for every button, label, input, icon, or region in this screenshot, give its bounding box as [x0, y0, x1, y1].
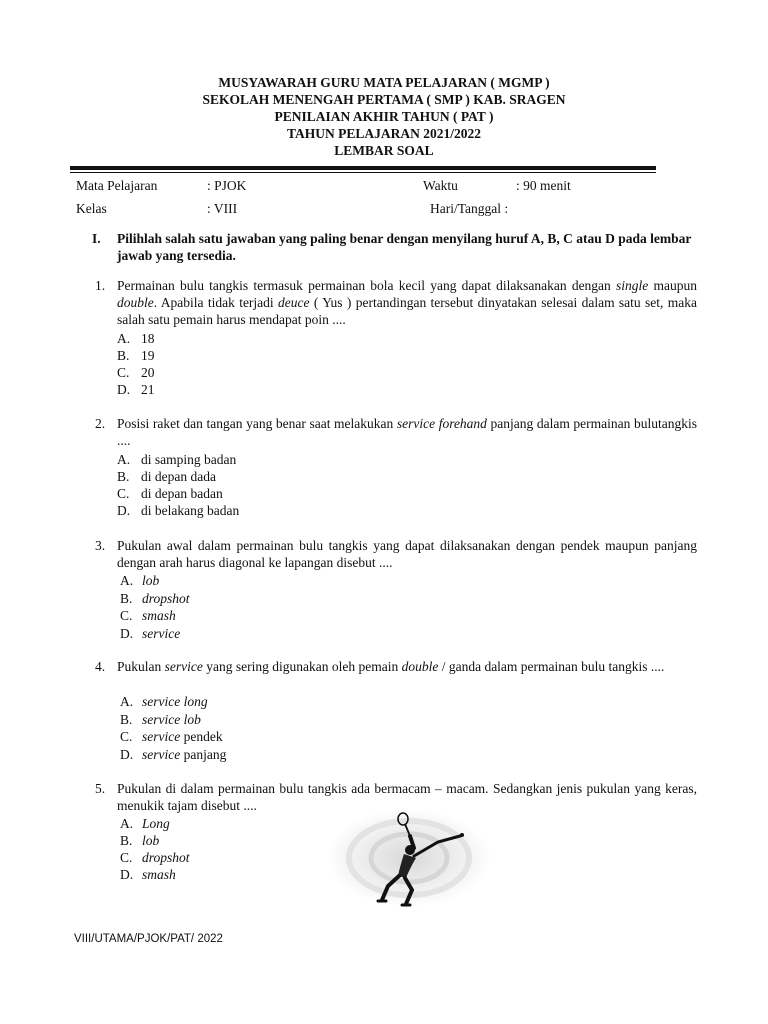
option-letter: A. [120, 816, 134, 831]
header-line-school: SEKOLAH MENENGAH PERTAMA ( SMP ) KAB. SRAGEN [202, 92, 566, 107]
option-text: di depan dada [141, 469, 216, 484]
question-text [117, 658, 697, 675]
option-text: 19 [141, 348, 155, 363]
header-line-mgmp: MUSYAWARAH GURU MATA PELAJARAN ( MGMP ) [218, 75, 550, 90]
question-text-part: / ganda dalam permainan bulu tangkis .... [438, 659, 665, 674]
question-number: 1. [95, 278, 106, 293]
option-a [117, 330, 155, 347]
question-text: Pukulan awal dalam permainan bulu tangkis yang dapat dilaksanakan dengan pendek maupun panjang dengan arah harus diagonal ke lapangan disebut .... [117, 538, 697, 570]
question-text-italic: single [616, 278, 649, 293]
option-text: service [142, 626, 181, 641]
question-text-part: Pukulan [117, 659, 165, 674]
option-text: Long [142, 816, 170, 831]
option-text: smash [142, 608, 176, 623]
option-letter: B. [117, 469, 130, 484]
instruction-text: Pilihlah salah satu jawaban yang paling benar dengan menyilang huruf A, B, C atau D pada lembar jawab yang tersedia. [117, 231, 692, 263]
option-d [120, 625, 180, 642]
option-letter: A. [117, 452, 131, 467]
option-b [117, 347, 155, 364]
question-text-part: ( Yus ) pertandingan tersebut dinyatakan selesai dalam satu set, maka salah satu pemain harus mendapat poin .... [117, 295, 697, 327]
option-text: di depan badan [141, 486, 223, 501]
option-c [117, 364, 155, 381]
option-letter: C. [117, 365, 130, 380]
question-text [117, 415, 697, 449]
option-text-italic: service [142, 729, 181, 744]
option-letter: D. [120, 867, 134, 882]
page-footer: VIII/UTAMA/PJOK/PAT/ 2022 [74, 933, 223, 945]
question-text-italic: double [401, 659, 439, 674]
question-text: Pukulan di dalam permainan bulu tangkis ada bermacam – macam. Sedangkan jenis pukulan yang keras, menukik tajam disebut .... [117, 781, 697, 813]
question-text-part: Permainan bulu tangkis termasuk permainan bola kecil yang dapat dilaksanakan dengan [117, 278, 617, 293]
time-value: : 90 menit [516, 178, 571, 193]
option-d [117, 381, 155, 398]
option-letter: B. [120, 591, 133, 606]
date-label: Hari/Tanggal : [430, 201, 509, 216]
option-letter: C. [120, 850, 133, 865]
badminton-smash-image [326, 808, 492, 908]
class-value: : VIII [207, 201, 238, 216]
header-line-sheet: LEMBAR SOAL [334, 143, 434, 158]
option-b [120, 832, 159, 849]
question-text-italic: double [117, 295, 154, 310]
header-line-year: TAHUN PELAJARAN 2021/2022 [286, 126, 481, 141]
option-letter: D. [120, 626, 134, 641]
question-text-part: . Apabila tidak terjadi [153, 295, 279, 310]
option-letter: D. [120, 747, 134, 762]
option-a [120, 572, 159, 589]
option-letter: D. [117, 503, 131, 518]
option-c [120, 849, 190, 866]
question-number: 3. [95, 538, 106, 553]
option-text: di belakang badan [141, 503, 240, 518]
question-text-part: Posisi raket dan tangan yang benar saat melakukan [117, 416, 397, 431]
option-c [117, 485, 223, 502]
option-a [120, 693, 208, 710]
question-text-italic: deuce [278, 295, 310, 310]
question-text-part: panjang dalam permainan bulutangkis .... [117, 416, 697, 448]
document-header [0, 74, 768, 159]
option-letter: B. [120, 712, 133, 727]
class-label: Kelas [76, 201, 107, 216]
option-letter: A. [120, 573, 134, 588]
option-c [120, 728, 223, 745]
option-text: dropshot [142, 850, 190, 865]
option-letter: C. [120, 608, 133, 623]
question-text-part: maupun [648, 278, 697, 293]
time-label: Waktu [423, 178, 458, 193]
option-text: di samping badan [141, 452, 237, 467]
option-text: pendek [180, 729, 223, 744]
question-number: 2. [95, 416, 106, 431]
question-text-italic: service [164, 659, 203, 674]
option-text: service lob [142, 712, 201, 727]
header-line-exam: PENILAIAN AKHIR TAHUN ( PAT ) [274, 109, 494, 124]
badminton-player-illustration [326, 808, 492, 908]
question-number: 4. [95, 659, 106, 674]
option-text: 20 [141, 365, 155, 380]
option-c [120, 607, 176, 624]
option-text: service long [142, 694, 208, 709]
option-letter: C. [120, 729, 133, 744]
option-text: dropshot [142, 591, 190, 606]
option-letter: A. [117, 331, 131, 346]
option-text: 18 [141, 331, 155, 346]
option-letter: C. [117, 486, 130, 501]
subject-label: Mata Pelajaran [76, 178, 158, 193]
header-divider-thin [70, 172, 656, 173]
section-number: I. [92, 231, 101, 246]
subject-value: : PJOK [207, 178, 247, 193]
option-letter: B. [117, 348, 130, 363]
option-d [120, 746, 226, 763]
option-letter: D. [117, 382, 131, 397]
question-text-italic: service forehand [396, 416, 487, 431]
option-b [120, 711, 201, 728]
option-b [117, 468, 216, 485]
option-d [120, 866, 176, 883]
question-text-part: yang sering digunakan oleh pemain [202, 659, 402, 674]
question-text [117, 277, 697, 328]
option-b [120, 590, 190, 607]
option-d [117, 502, 239, 519]
option-text: lob [142, 573, 160, 588]
question-number: 5. [95, 781, 106, 796]
header-divider-thick [70, 166, 656, 170]
option-a [120, 815, 170, 832]
option-letter: A. [120, 694, 134, 709]
option-text: panjang [180, 747, 227, 762]
option-text-italic: service [142, 747, 181, 762]
option-text: 21 [141, 382, 155, 397]
option-a [117, 451, 236, 468]
option-text: lob [142, 833, 160, 848]
option-text: smash [142, 867, 176, 882]
option-letter: B. [120, 833, 133, 848]
